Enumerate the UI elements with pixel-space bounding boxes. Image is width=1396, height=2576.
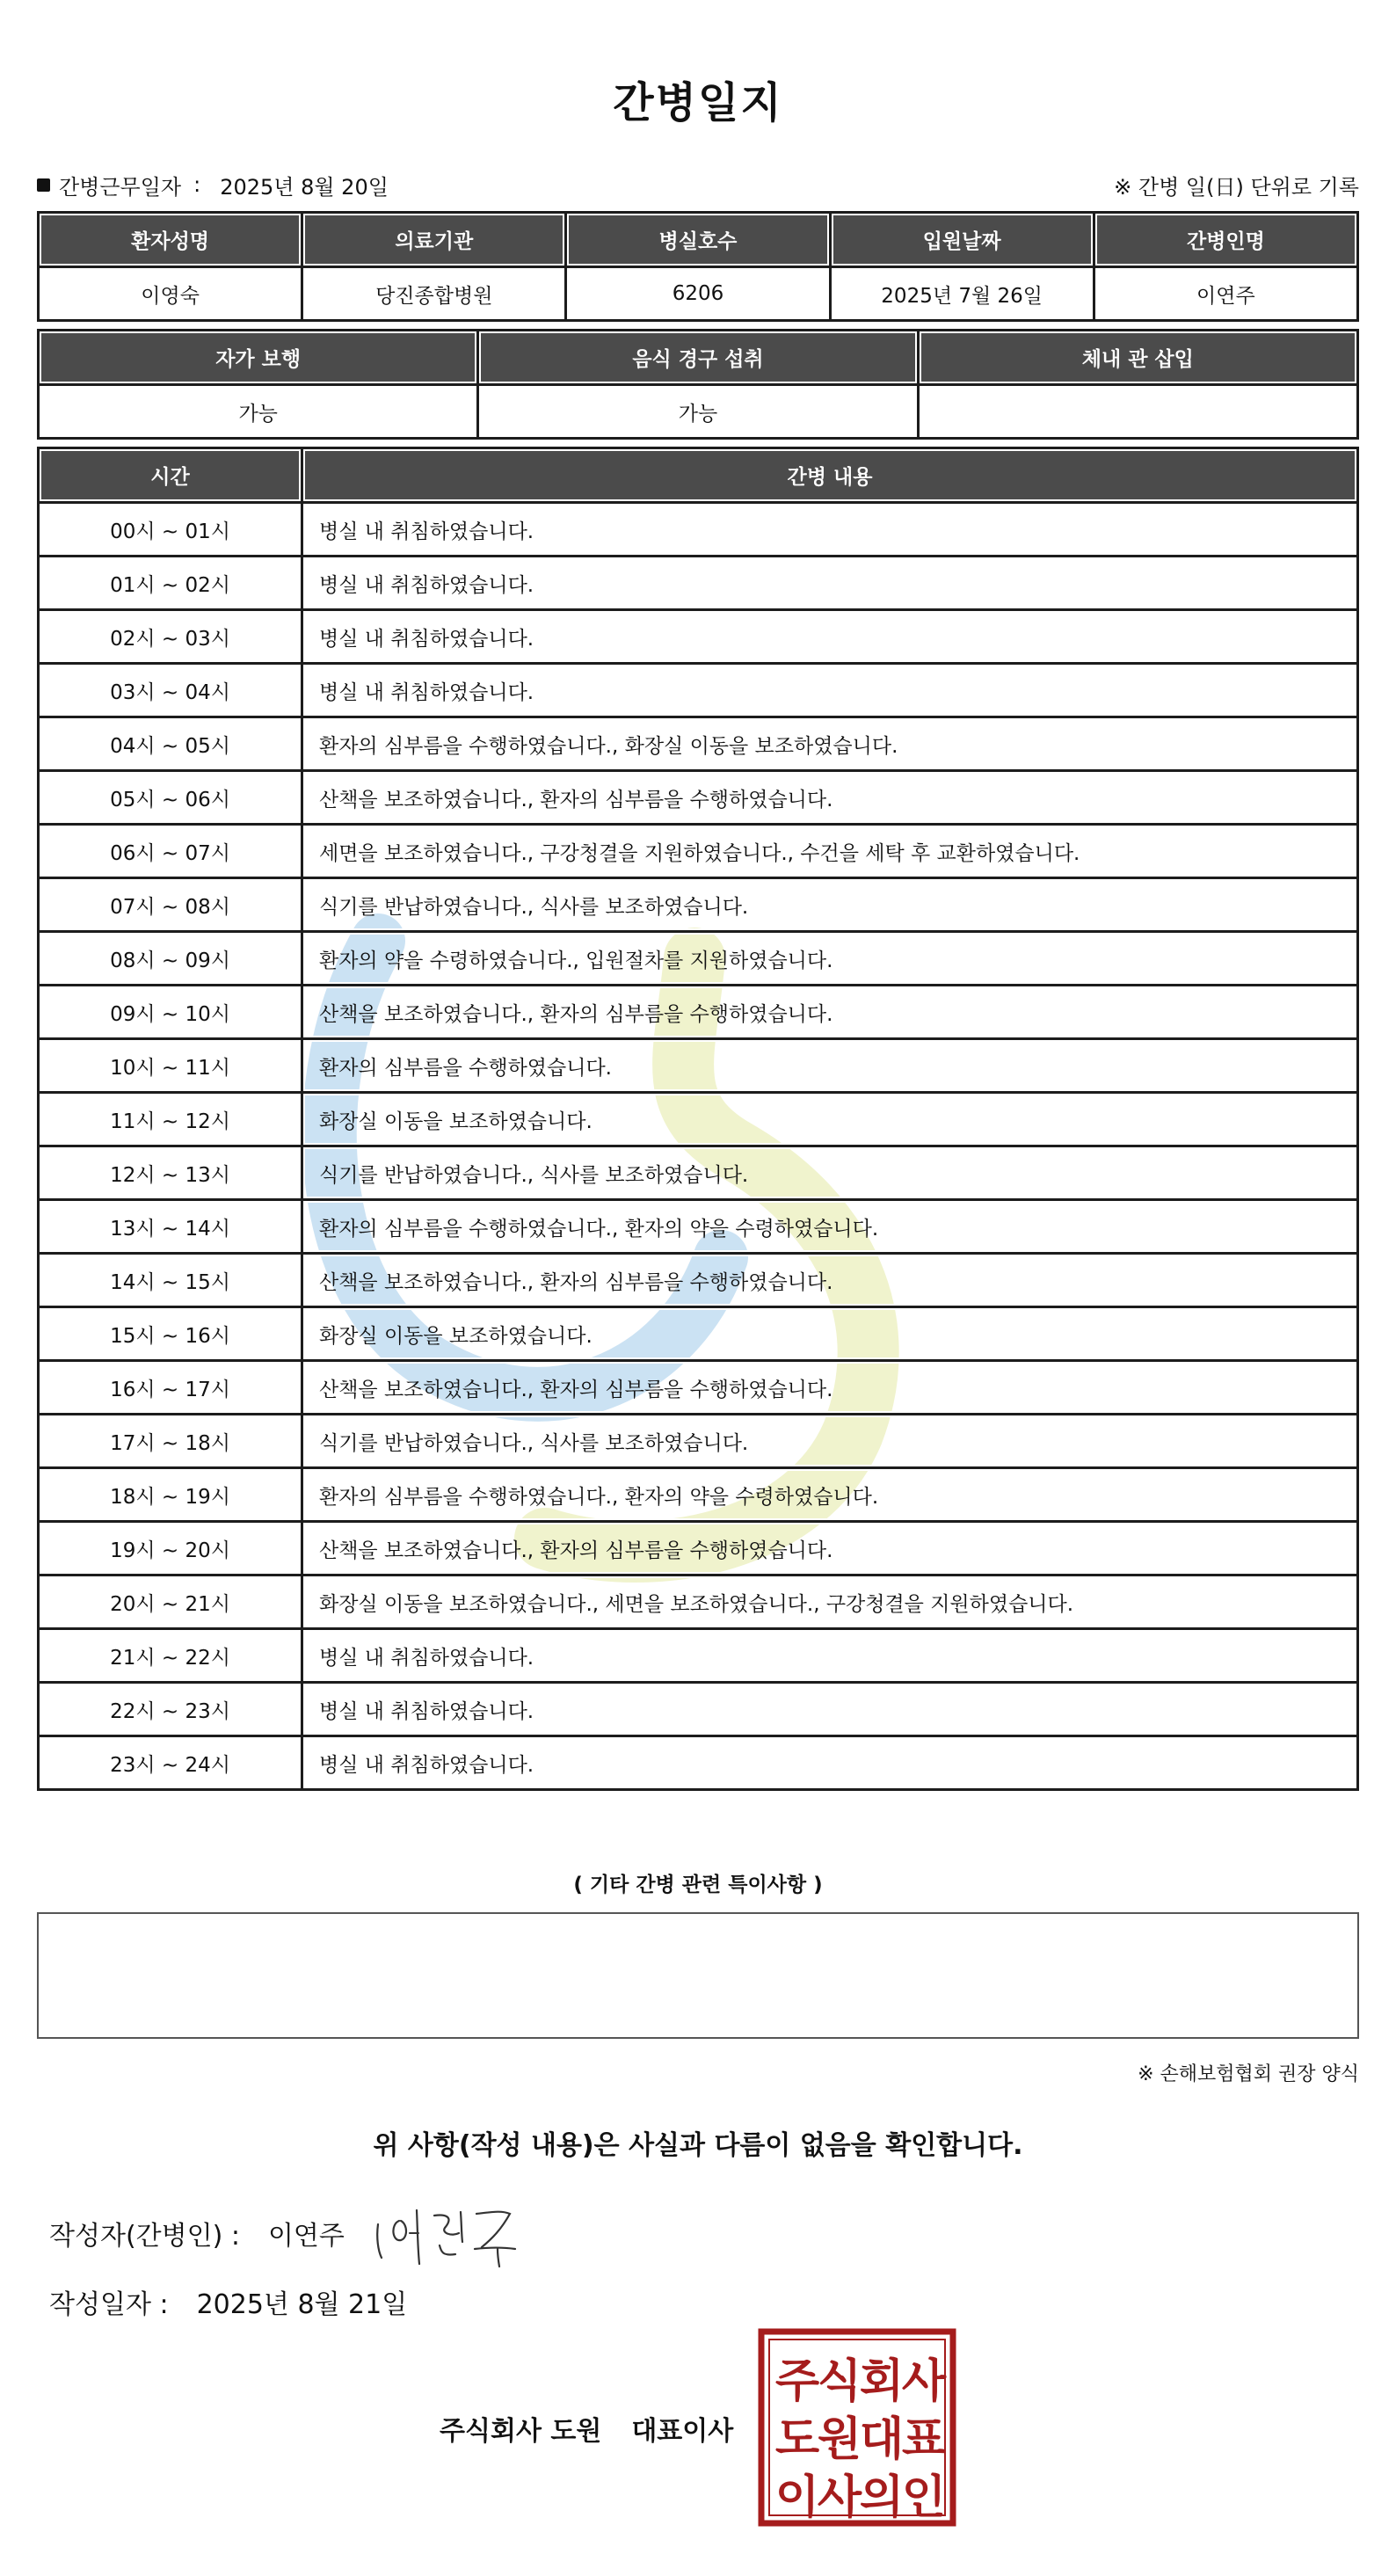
care-log-time: 08시 ~ 09시	[39, 932, 302, 986]
seal-character: 회	[859, 2355, 905, 2408]
care-log-row	[39, 1683, 1358, 1736]
work-date-colon: :	[193, 172, 201, 197]
care-log-row	[39, 1629, 1358, 1683]
seal-character: 도	[774, 2413, 820, 2466]
care-log-content: 병실 내 취침하였습니다.	[302, 557, 1358, 610]
care-log-content: 산책을 보조하였습니다., 환자의 심부름을 수행하였습니다.	[302, 771, 1358, 825]
header-self-walking: 자가 보행	[39, 331, 478, 385]
care-log-row	[39, 878, 1358, 932]
caregiver-name-value: 이연주	[1094, 267, 1357, 321]
care-log-time: 12시 ~ 13시	[39, 1146, 302, 1200]
care-log-time: 18시 ~ 19시	[39, 1468, 302, 1522]
writer-name: 이연주	[267, 2221, 345, 2252]
care-log-row	[39, 1093, 1358, 1146]
oral-intake-value: 가능	[478, 385, 918, 439]
company-name: 주식회사 도원	[440, 2416, 602, 2447]
header-tube-insertion: 체내 관 삽입	[918, 331, 1357, 385]
care-log-content: 세면을 보조하였습니다., 구강청결을 지원하였습니다., 수건을 세탁 후 교환하였습니다.	[302, 825, 1358, 878]
company-row	[440, 2409, 733, 2448]
care-log-content: 환자의 심부름을 수행하였습니다., 화장실 이동을 보조하였습니다.	[302, 717, 1358, 771]
care-log-row	[39, 1736, 1358, 1790]
special-notes-title: ( 기타 간병 관련 특이사항 )	[573, 1874, 823, 1896]
written-date-row	[49, 2282, 407, 2321]
care-log-row	[39, 986, 1358, 1039]
handwritten-signature	[369, 2198, 527, 2268]
care-log-row	[39, 503, 1358, 557]
care-log-time: 03시 ~ 04시	[39, 664, 302, 717]
care-log-content: 병실 내 취침하였습니다.	[302, 1629, 1358, 1683]
care-log-row	[39, 1415, 1358, 1468]
care-log-time: 16시 ~ 17시	[39, 1361, 302, 1415]
care-log-row	[39, 557, 1358, 610]
care-log-row	[39, 664, 1358, 717]
care-log-time: 20시 ~ 21시	[39, 1575, 302, 1629]
care-log-content: 환자의 심부름을 수행하였습니다.	[302, 1039, 1358, 1093]
care-log-row	[39, 1575, 1358, 1629]
care-log-header-row	[39, 448, 1358, 503]
hospital-value: 당진종합병원	[302, 267, 566, 321]
care-log-time: 02시 ~ 03시	[39, 610, 302, 664]
seal-character: 식	[817, 2355, 862, 2408]
care-log-time: 00시 ~ 01시	[39, 503, 302, 557]
care-log-time: 23시 ~ 24시	[39, 1736, 302, 1790]
care-log-row	[39, 1200, 1358, 1254]
seal-character: 주	[774, 2355, 820, 2408]
page-title: 간병일지	[613, 78, 783, 127]
care-log-time: 01시 ~ 02시	[39, 557, 302, 610]
care-log-row	[39, 1522, 1358, 1575]
care-log-content: 병실 내 취침하였습니다.	[302, 1683, 1358, 1736]
care-log-row	[39, 825, 1358, 878]
care-log-time: 15시 ~ 16시	[39, 1307, 302, 1361]
care-log-time: 05시 ~ 06시	[39, 771, 302, 825]
patient-info-header-row	[39, 213, 1358, 267]
seal-character: 의	[859, 2471, 905, 2524]
care-log-time: 06시 ~ 07시	[39, 825, 302, 878]
ability-value-row	[39, 385, 1358, 439]
seal-character: 사	[901, 2355, 947, 2408]
care-log-row	[39, 1468, 1358, 1522]
care-log-content: 식기를 반납하였습니다., 식사를 보조하였습니다.	[302, 1146, 1358, 1200]
header-hospital: 의료기관	[302, 213, 566, 267]
care-log-row	[39, 1307, 1358, 1361]
care-log-content: 산책을 보조하였습니다., 환자의 심부름을 수행하였습니다.	[302, 986, 1358, 1039]
care-log-row	[39, 1254, 1358, 1307]
care-log-content: 환자의 심부름을 수행하였습니다., 환자의 약을 수령하였습니다.	[302, 1468, 1358, 1522]
form-source-footnote: ※ 손해보험협회 권장 양식	[1138, 2063, 1359, 2085]
confirmation-statement: 위 사항(작성 내용)은 사실과 다름이 없음을 확인합니다.	[373, 2130, 1023, 2161]
patient-ability-table	[37, 329, 1359, 440]
care-log-time: 22시 ~ 23시	[39, 1683, 302, 1736]
care-log-time: 19시 ~ 20시	[39, 1522, 302, 1575]
special-notes-box	[37, 1912, 1359, 2039]
header-patient-name: 환자성명	[39, 213, 302, 267]
writer-label: 작성자(간병인) :	[49, 2221, 240, 2252]
header-oral-intake: 음식 경구 섭취	[478, 331, 918, 385]
care-log-row	[39, 771, 1358, 825]
seal-character: 대	[859, 2413, 905, 2466]
care-log-time: 11시 ~ 12시	[39, 1093, 302, 1146]
header-room-number: 병실호수	[566, 213, 830, 267]
care-log-content: 산책을 보조하였습니다., 환자의 심부름을 수행하였습니다.	[302, 1254, 1358, 1307]
care-log-content: 병실 내 취침하였습니다.	[302, 1736, 1358, 1790]
care-log-row	[39, 1039, 1358, 1093]
writer-row	[49, 2214, 345, 2252]
self-walking-value: 가능	[39, 385, 478, 439]
seal-character: 원	[817, 2413, 862, 2466]
written-date-value: 2025년 8월 21일	[196, 2289, 408, 2320]
care-log-content: 식기를 반납하였습니다., 식사를 보조하였습니다.	[302, 1415, 1358, 1468]
care-log-content: 산책을 보조하였습니다., 환자의 심부름을 수행하였습니다.	[302, 1361, 1358, 1415]
care-log-time: 10시 ~ 11시	[39, 1039, 302, 1093]
work-date-value: 2025년 8월 20일	[220, 174, 389, 200]
care-log-row	[39, 717, 1358, 771]
care-log-content: 병실 내 취침하였습니다.	[302, 610, 1358, 664]
work-date-group	[37, 170, 389, 200]
tube-insertion-value	[918, 385, 1357, 439]
care-log-time: 07시 ~ 08시	[39, 878, 302, 932]
care-log-content: 산책을 보조하였습니다., 환자의 심부름을 수행하였습니다.	[302, 1522, 1358, 1575]
company-seal-stamp	[758, 2328, 956, 2527]
care-log-body	[39, 503, 1358, 1790]
care-log-content: 화장실 이동을 보조하였습니다.	[302, 1307, 1358, 1361]
care-log-content: 화장실 이동을 보조하였습니다., 세면을 보조하였습니다., 구강청결을 지원하였습니다.	[302, 1575, 1358, 1629]
care-log-time: 04시 ~ 05시	[39, 717, 302, 771]
care-log-time: 21시 ~ 22시	[39, 1629, 302, 1683]
record-unit-note: ※ 간병 일(日) 단위로 기록	[1114, 174, 1359, 200]
written-date-label: 작성일자 :	[49, 2289, 169, 2320]
header-care-content: 간병 내용	[302, 448, 1358, 503]
care-log-row	[39, 1146, 1358, 1200]
admission-date-value: 2025년 7월 26일	[830, 267, 1094, 321]
seal-character: 이	[774, 2471, 820, 2524]
care-log-content: 병실 내 취침하였습니다.	[302, 664, 1358, 717]
patient-info-table	[37, 211, 1359, 322]
care-log-time: 17시 ~ 18시	[39, 1415, 302, 1468]
care-log-row	[39, 1361, 1358, 1415]
seal-character: 인	[901, 2471, 947, 2524]
care-log-content: 식기를 반납하였습니다., 식사를 보조하였습니다.	[302, 878, 1358, 932]
care-log-content: 화장실 이동을 보조하였습니다.	[302, 1093, 1358, 1146]
square-bullet-icon	[37, 178, 50, 192]
seal-character: 사	[817, 2471, 862, 2524]
patient-info-value-row	[39, 267, 1358, 321]
ceo-title: 대표이사	[631, 2416, 734, 2447]
care-log-row	[39, 932, 1358, 986]
care-log-content: 환자의 심부름을 수행하였습니다., 환자의 약을 수령하였습니다.	[302, 1200, 1358, 1254]
meta-row	[37, 169, 1359, 200]
work-date-label: 간병근무일자	[59, 174, 182, 200]
care-log-table	[37, 447, 1359, 1791]
patient-name-value: 이영숙	[39, 267, 302, 321]
header-caregiver-name: 간병인명	[1094, 213, 1357, 267]
care-log-content: 환자의 약을 수령하였습니다., 입원절차를 지원하였습니다.	[302, 932, 1358, 986]
care-log-time: 09시 ~ 10시	[39, 986, 302, 1039]
care-log-time: 13시 ~ 14시	[39, 1200, 302, 1254]
care-log-content: 병실 내 취침하였습니다.	[302, 503, 1358, 557]
ability-header-row	[39, 331, 1358, 385]
room-number-value: 6206	[566, 267, 830, 321]
header-admission-date: 입원날짜	[830, 213, 1094, 267]
header-time: 시간	[39, 448, 302, 503]
care-log-row	[39, 610, 1358, 664]
seal-character: 표	[901, 2413, 947, 2466]
care-log-time: 14시 ~ 15시	[39, 1254, 302, 1307]
